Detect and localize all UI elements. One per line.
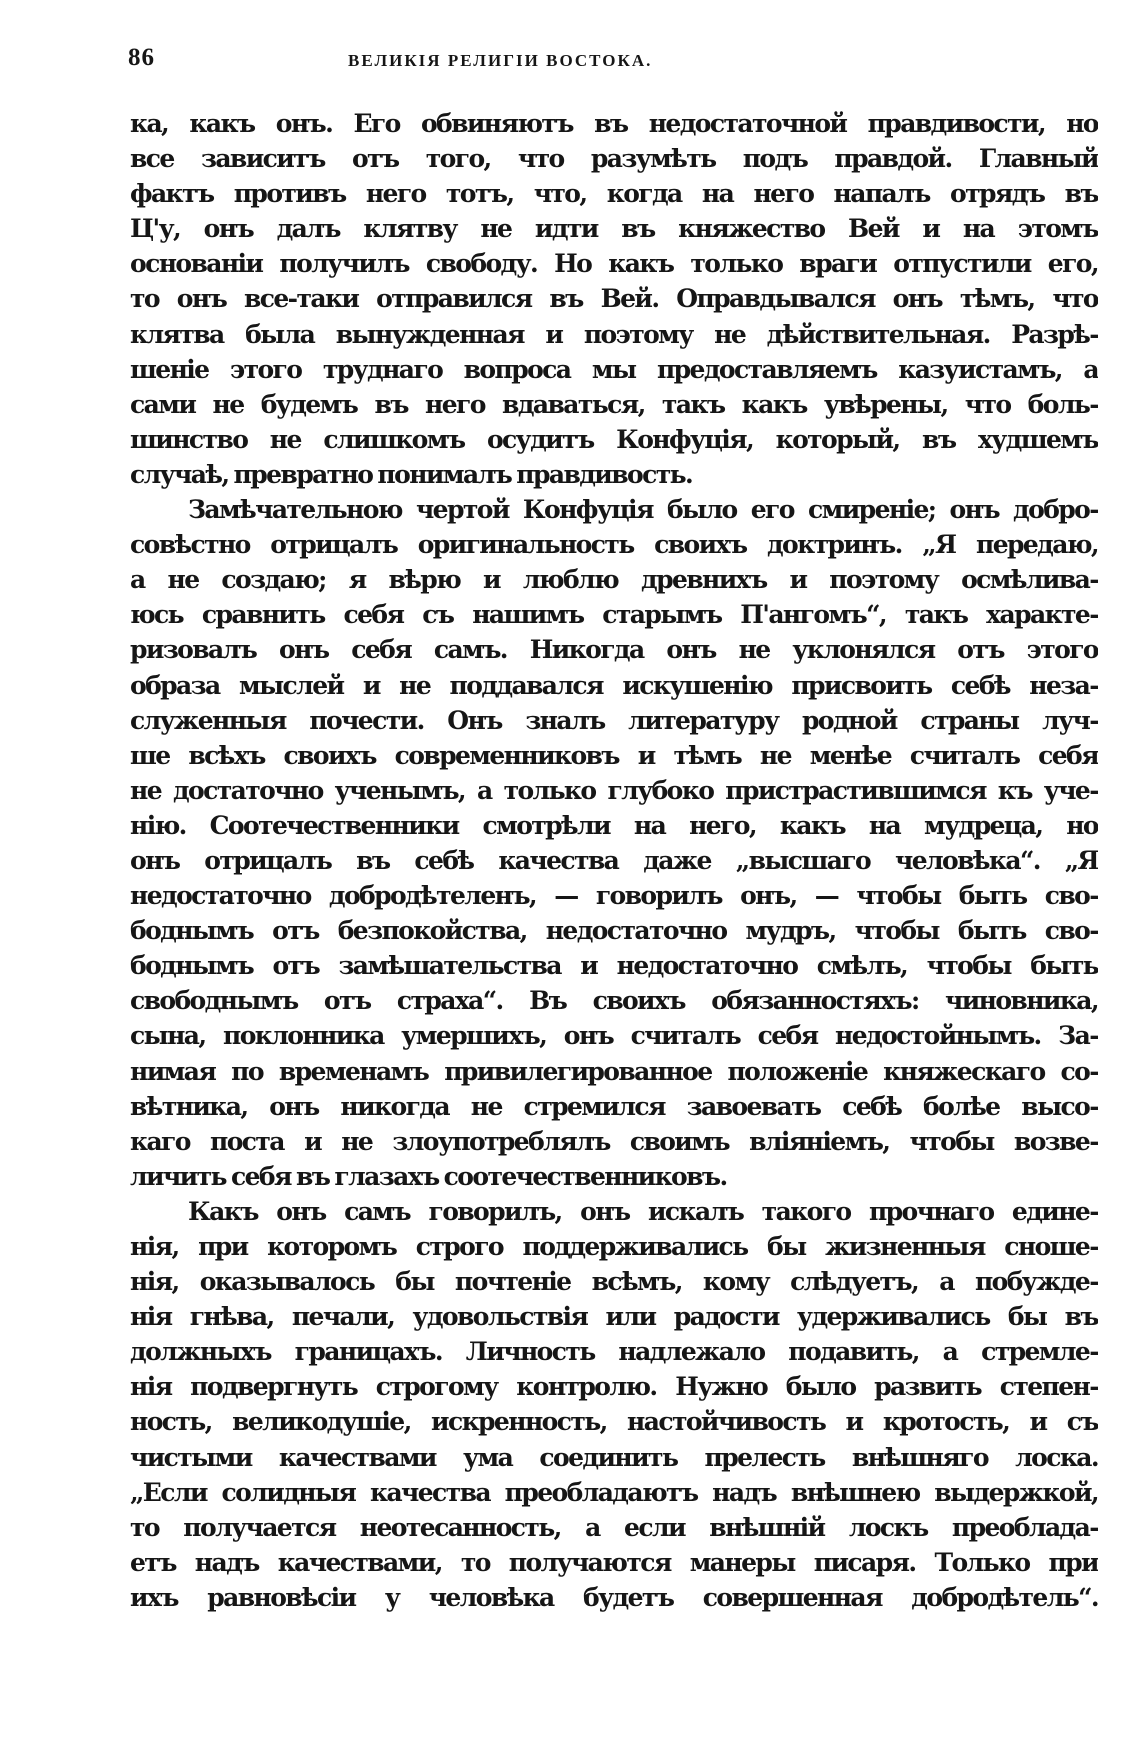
text-line: недостаточно добродѣтеленъ, — говорилъ онъ, — чтобы быть сво- bbox=[130, 881, 1098, 911]
text-line: Замѣчательною чертой Конфуція было его смиреніе; онъ добро- bbox=[188, 495, 1098, 525]
text-line: личить себя въ глазахъ соотечественниковъ. bbox=[130, 1161, 727, 1191]
text-line: сына, поклонника умершихъ, онъ считалъ себя недостойнымъ. За- bbox=[130, 1021, 1098, 1051]
text-line: каго поста и не злоупотреблялъ своимъ вліяніемъ, чтобы возве- bbox=[130, 1126, 1098, 1156]
text-line: совѣстно отрицалъ оригинальность своихъ доктринъ. „Я передаю, bbox=[130, 530, 1098, 560]
text-line: боднымъ отъ безпокойства, недостаточно мудръ, чтобы быть сво- bbox=[130, 916, 1098, 946]
text-line: вѣтника, онъ никогда не стремился завоевать себѣ болѣе высо- bbox=[130, 1091, 1098, 1121]
text-line: нія гнѣва, печали, удовольствія или радости удерживались бы въ bbox=[130, 1302, 1098, 1332]
page-number: 86 bbox=[128, 44, 155, 71]
text-line: шеніе этого труднаго вопроса мы предоставляемъ казуистамъ, а bbox=[130, 354, 1098, 384]
text-line: то онъ все-таки отправился въ Вей. Оправдывался онъ тѣмъ, что bbox=[130, 284, 1098, 314]
text-line: нія, оказывалось бы почтеніе всѣмъ, кому слѣдуетъ, а побужде- bbox=[130, 1267, 1098, 1297]
running-title: ВЕЛИКІЯ РЕЛИГІИ ВОСТОКА. bbox=[348, 51, 653, 70]
text-line: клятва была вынужденная и поэтому не дѣйствительная. Разрѣ- bbox=[130, 319, 1098, 349]
text-line: Ц'у, онъ далъ клятву не идти въ княжество Вей и на этомъ bbox=[130, 214, 1098, 244]
text-line: служенныя почести. Онъ зналъ литературу родной страны луч- bbox=[130, 705, 1098, 735]
text-line: должныхъ границахъ. Личность надлежало подавить, а стремле- bbox=[130, 1337, 1098, 1367]
text-line: нію. Соотечественники смотрѣли на него, какъ на мудреца, но bbox=[130, 810, 1098, 840]
text-line: фактъ противъ него тотъ, что, когда на него напалъ отрядъ въ bbox=[130, 179, 1098, 209]
text-line: ше всѣхъ своихъ современниковъ и тѣмъ не менѣе считалъ себя bbox=[130, 740, 1098, 770]
text-line: онъ отрицалъ въ себѣ качества даже „высшаго человѣка“. „Я bbox=[130, 845, 1098, 875]
text-line: свободнымъ отъ страха“. Въ своихъ обязанностяхъ: чиновника, bbox=[130, 986, 1098, 1016]
text-line: нія подвергнуть строгому контролю. Нужно было развить степен- bbox=[130, 1372, 1098, 1402]
text-line: ность, великодушіе, искренность, настойчивость и кротость, и съ bbox=[130, 1407, 1098, 1437]
text-line: а не создаю; я вѣрю и люблю древнихъ и поэтому осмѣлива- bbox=[130, 565, 1098, 595]
text-line: сами не будемъ въ него вдаваться, такъ какъ увѣрены, что боль- bbox=[130, 389, 1098, 419]
text-line: чистыми качествами ума соединить прелесть внѣшняго лоска. bbox=[130, 1442, 1098, 1472]
text-line: ризовалъ онъ себя самъ. Никогда онъ не уклонялся отъ этого bbox=[130, 635, 1098, 665]
text-line: боднымъ отъ замѣшательства и недостаточно смѣлъ, чтобы быть bbox=[130, 951, 1098, 981]
text-line: ка, какъ онъ. Его обвиняютъ въ недостаточной правдивости, но bbox=[130, 109, 1098, 138]
text-line: не достаточно ученымъ, а только глубоко пристрастившимся къ уче- bbox=[130, 775, 1098, 805]
text-line: Какъ онъ самъ говорилъ, онъ искалъ такого прочнаго едине- bbox=[188, 1196, 1098, 1226]
text-line: все зависитъ отъ того, что разумѣть подъ правдой. Главный bbox=[130, 144, 1098, 174]
text-line: нія, при которомъ строго поддерживались бы жизненныя сноше- bbox=[130, 1232, 1098, 1261]
text-line: случаѣ, превратно понималъ правдивость. bbox=[130, 459, 693, 489]
text-line: то получается неотесанность, а если внѣшній лоскъ преоблада- bbox=[130, 1512, 1098, 1542]
text-line: основаніи получилъ свободу. Но какъ только враги отпустили его, bbox=[130, 249, 1098, 279]
page-header bbox=[128, 44, 1098, 84]
text-line: нимая по временамъ привилегированное положеніе княжескаго со- bbox=[130, 1056, 1098, 1086]
text-line: ихъ равновѣсіи у человѣка будетъ совершенная добродѣтель“. bbox=[130, 1582, 1098, 1612]
text-line: образа мыслей и не поддавался искушенію присвоить себѣ неза- bbox=[130, 670, 1098, 700]
text-line: юсь сравнить себя съ нашимъ старымъ П'ангомъ“, такъ характе- bbox=[130, 600, 1098, 630]
body-text bbox=[130, 106, 1098, 1615]
text-line: шинство не слишкомъ осудитъ Конфуція, который, въ худшемъ bbox=[130, 424, 1098, 454]
text-line: етъ надъ качествами, то получаются манеры писаря. Только при bbox=[130, 1547, 1098, 1577]
text-line: „Если солидныя качества преобладаютъ надъ внѣшнею выдержкой, bbox=[130, 1477, 1098, 1507]
